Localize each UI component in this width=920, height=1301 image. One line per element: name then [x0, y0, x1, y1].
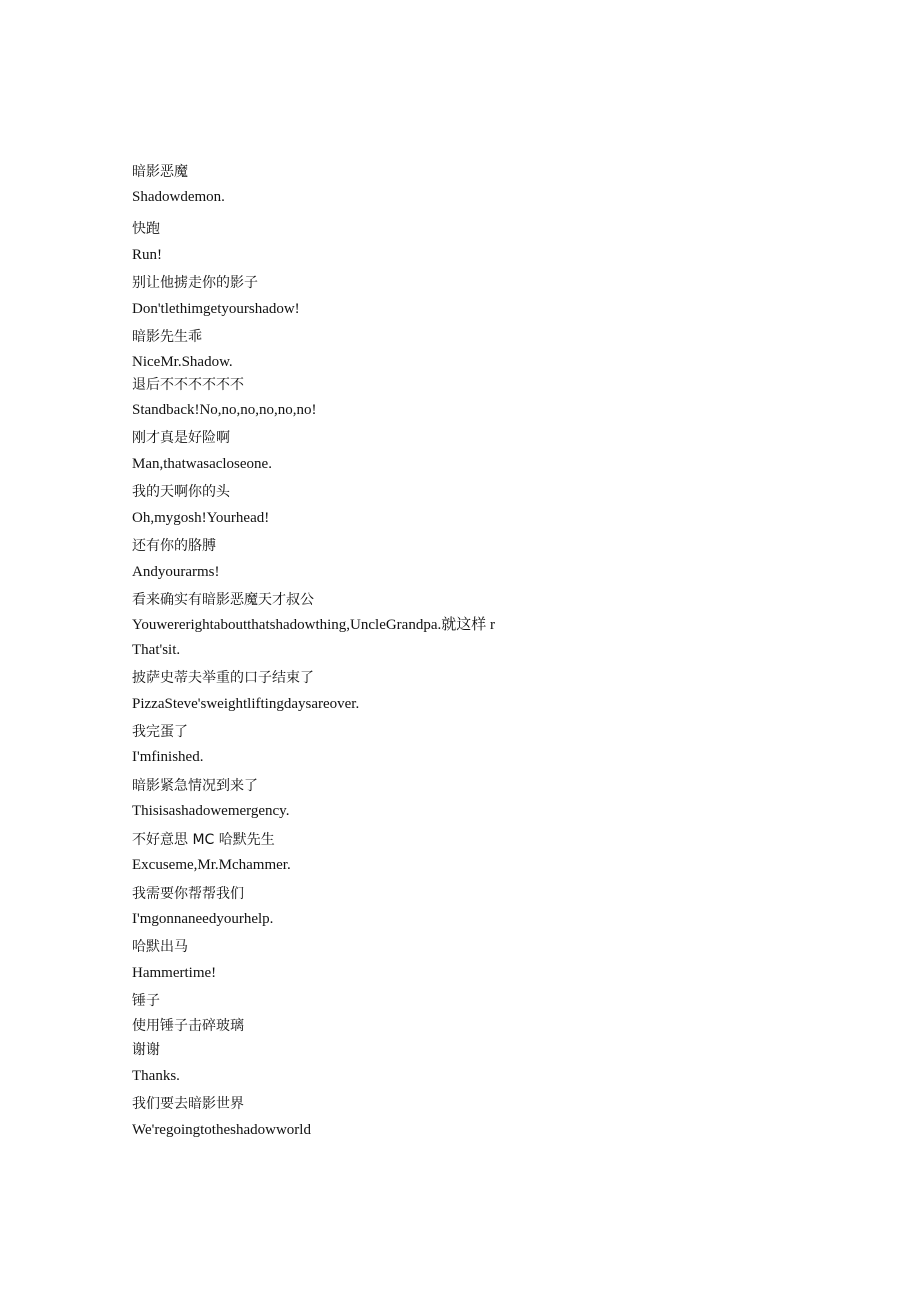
subtitle-line-en: That'sit.: [132, 642, 181, 658]
subtitle-line-en: Oh,mygosh!Yourhead!: [132, 510, 270, 526]
subtitle-line-zh: 暗影紧急情况到来了: [132, 778, 258, 794]
subtitle-line-zh: 不好意思 MC 哈默先生: [132, 832, 275, 848]
subtitle-line-zh: 谢谢: [132, 1042, 160, 1058]
subtitle-line-en: Excuseme,Mr.Mchammer.: [132, 857, 291, 873]
subtitle-line-zh: 使用锤子击碎玻璃: [132, 1018, 244, 1034]
subtitle-line-en: Standback!No,no,no,no,no,no!: [132, 402, 317, 418]
subtitle-line-zh: 看来确实有暗影恶魔天才叔公: [132, 592, 314, 608]
subtitle-line-zh: 快跑: [132, 221, 160, 237]
subtitle-line-zh: 别让他掳走你的影子: [132, 275, 258, 291]
subtitle-line-en: I'mgonnaneedyourhelp.: [132, 911, 274, 927]
subtitle-line-en: I'mfinished.: [132, 749, 204, 765]
subtitle-line-zh: 还有你的胳膊: [132, 538, 216, 554]
subtitle-line-zh: 锤子: [132, 993, 160, 1009]
subtitle-line-en: Youwererightaboutthatshadowthing,UncleGrandpa.就这样 r: [132, 617, 495, 633]
subtitle-line-en: Thanks.: [132, 1068, 180, 1084]
subtitle-line-zh: 暗影恶魔: [132, 164, 188, 180]
subtitle-line-en: We'regoingtotheshadowworld: [132, 1122, 311, 1138]
subtitle-line-zh: 退后不不不不不不: [132, 377, 244, 393]
subtitle-line-zh: 我的天啊你的头: [132, 484, 230, 500]
subtitle-line-zh: 我完蛋了: [132, 724, 188, 740]
subtitle-line-zh: 暗影先生乖: [132, 329, 202, 345]
subtitle-line-en: PizzaSteve'sweightliftingdaysareover.: [132, 696, 360, 712]
subtitle-line-zh: 刚才真是好险啊: [132, 430, 230, 446]
subtitle-line-zh: 披萨史蒂夫举重的口子结束了: [132, 670, 314, 686]
subtitle-line-zh: 我们要去暗影世界: [132, 1096, 244, 1112]
subtitle-line-en: Shadowdemon.: [132, 189, 225, 205]
subtitle-line-zh: 我需要你帮帮我们: [132, 886, 244, 902]
subtitle-line-en: Man,thatwasacloseone.: [132, 456, 272, 472]
subtitle-line-en: Run!: [132, 247, 162, 263]
subtitle-line-en: Don'tlethimgetyourshadow!: [132, 301, 300, 317]
subtitle-line-en: Andyourarms!: [132, 564, 220, 580]
subtitle-line-en: Hammertime!: [132, 965, 217, 981]
subtitle-line-en: NiceMr.Shadow.: [132, 354, 233, 370]
subtitle-line-en: Thisisashadowemergency.: [132, 803, 290, 819]
subtitle-line-zh: 哈默出马: [132, 939, 188, 955]
